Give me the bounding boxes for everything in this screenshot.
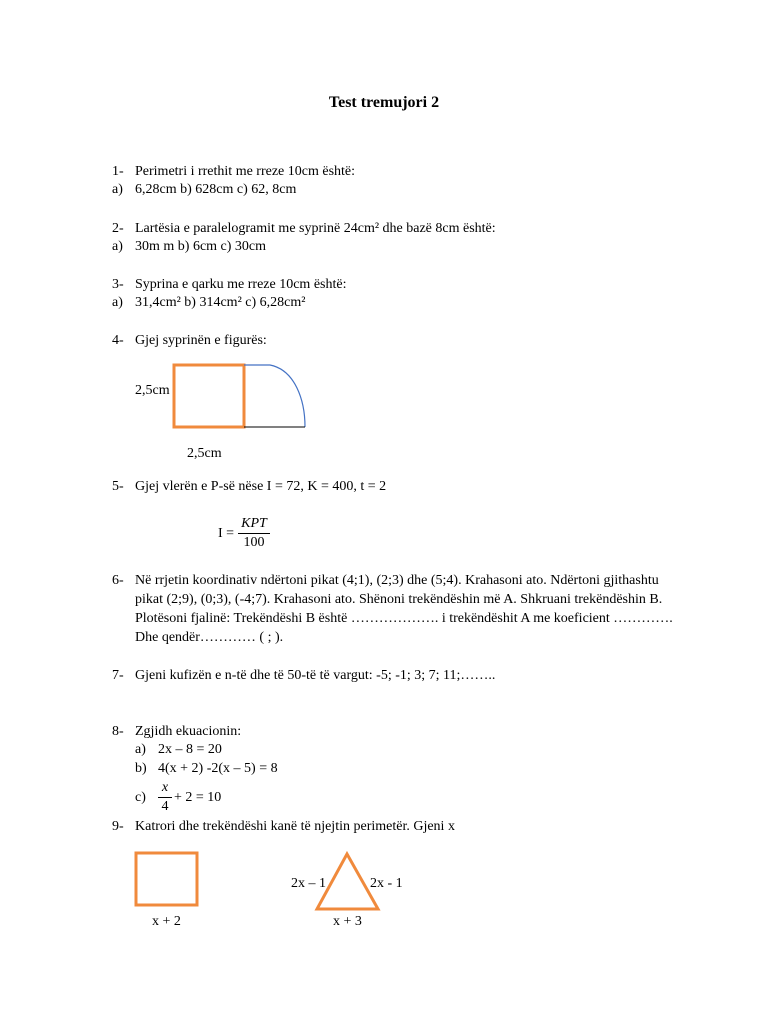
q8-b-letter: b) xyxy=(135,761,147,776)
q1-number: 1- xyxy=(112,164,124,179)
q4-number: 4- xyxy=(112,333,124,348)
q5-text: Gjej vlerën e P-së nëse I = 72, K = 400, t = 2 xyxy=(135,479,387,494)
q9-triangle xyxy=(317,854,378,909)
q1-text: Perimetri i rrethit me rreze 10cm është: xyxy=(135,164,356,179)
q8-c-letter: c) xyxy=(135,790,146,805)
q3-number: 3- xyxy=(112,277,124,292)
q5-number: 5- xyxy=(112,479,124,494)
q4-text: Gjej syprinën e figurës: xyxy=(135,333,267,348)
q8-a-letter: a) xyxy=(135,742,146,757)
q5-formula-numerator: KPT xyxy=(238,515,270,534)
q7-text: Gjeni kufizën e n-të dhe të 50-të të vargut: -5; -1; 3; 7; 11;…….. xyxy=(135,668,496,683)
q9-text: Katrori dhe trekëndëshi kanë të njejtin perimetër. Gjeni x xyxy=(135,819,455,834)
q2-text: Lartësia e paralelogramit me syprinë 24cm² dhe bazë 8cm është: xyxy=(135,221,496,236)
q6-line-3: Plotësoni fjalinë: Trekëndëshi B është ………………. i trekëndëshit A me koeficient …………. xyxy=(135,611,673,626)
page-title: Test tremujori 2 xyxy=(328,94,440,111)
q8-c-equation-rest: + 2 = 10 xyxy=(174,790,222,805)
q1-answers: 6,28cm b) 628cm c) 62, 8cm xyxy=(135,182,297,197)
q2-number: 2- xyxy=(112,221,124,236)
q9-triangle-right-label: 2x - 1 xyxy=(370,876,403,891)
q8-a-equation: 2x – 8 = 20 xyxy=(158,742,222,757)
q8-number: 8- xyxy=(112,724,124,739)
q3-answers: 31,4cm² b) 314cm² c) 6,28cm² xyxy=(135,295,306,310)
q9-square-label: x + 2 xyxy=(152,914,181,929)
q2-answers: 30m m b) 6cm c) 30cm xyxy=(135,239,267,254)
q3-answer-letter: a) xyxy=(112,295,123,310)
q6-line-4: Dhe qendër………… ( ; ). xyxy=(135,630,284,645)
q9-triangle-base-label: x + 3 xyxy=(333,914,362,929)
q8-c-denominator: 4 xyxy=(161,799,169,814)
q4-bottom-label: 2,5cm xyxy=(187,446,222,461)
q6-number: 6- xyxy=(112,573,124,588)
q2-answer-letter: a) xyxy=(112,239,123,254)
q5-formula-denominator: 100 xyxy=(243,535,265,550)
q3-text: Syprina e qarku me rreze 10cm është: xyxy=(135,277,347,292)
q6-line-1: Në rrjetin koordinativ ndërtoni pikat (4;1), (2;3) dhe (5;4). Krahasoni ato. Ndërtoni gjithashtu xyxy=(135,573,659,588)
q8-text: Zgjidh ekuacionin: xyxy=(135,724,242,739)
q8-c-numerator: x xyxy=(158,779,172,798)
q8-b-equation: 4(x + 2) -2(x – 5) = 8 xyxy=(158,761,278,776)
q6-line-2: pikat (2;9), (0;3), (-4;7). Krahasoni ato. Shënoni trekëndëshin më A. Shkruani trekëndëshin B. xyxy=(135,592,663,607)
q9-number: 9- xyxy=(112,819,124,834)
q7-number: 7- xyxy=(112,668,124,683)
q1-answer-letter: a) xyxy=(112,182,123,197)
q9-triangle-left-label: 2x – 1 xyxy=(291,876,326,891)
q9-square xyxy=(136,853,197,905)
q5-formula-lhs: I = xyxy=(218,526,235,541)
q4-side-label: 2,5cm xyxy=(135,383,170,398)
